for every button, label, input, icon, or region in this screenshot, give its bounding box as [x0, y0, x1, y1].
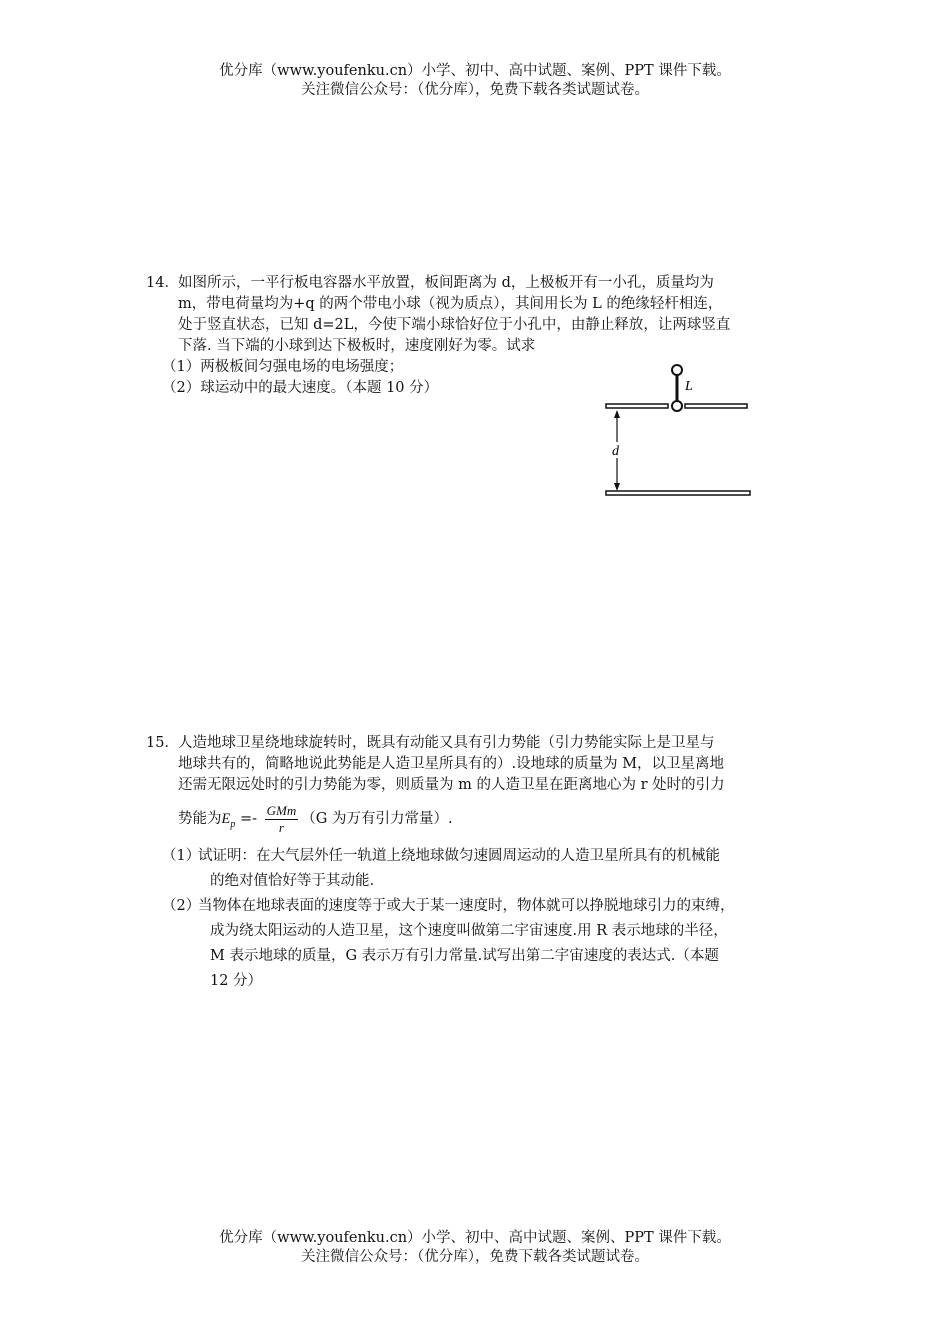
sub-question-2-cont: M 表示地球的质量，G 表示万有引力常量.试写出第二宇宙速度的表达式.（本题 [210, 948, 719, 964]
sub-question-2-cont: 成为绕太阳运动的人造卫星，这个速度叫做第二宇宙速度.用 R 表示地球的半径， [210, 923, 728, 939]
question-text-line: 下落. 当下端的小球到达下极板时，速度刚好为零。试求 [178, 338, 536, 354]
label-L: L [685, 379, 693, 394]
sub-question-2: （2）当物体在地球表面的速度等于或大于某一速度时，物体就可以挣脱地球引力的束缚， [162, 898, 735, 914]
footer-line-1: 优分库（www.youfenku.cn）小学、初中、高中试题、案例、PPT 课件下载。 [219, 1230, 731, 1246]
sub-question-2-cont: 12 分） [210, 973, 263, 989]
upper-ball [672, 365, 682, 375]
lower-ball [672, 401, 682, 411]
question-text-line: 人造地球卫星绕地球旋转时，既具有动能又具有引力势能（引力势能实际上是卫星与 [178, 735, 715, 751]
d-arrow-head-top [614, 410, 620, 418]
header-line-1: 优分库（www.youfenku.cn）小学、初中、高中试题、案例、PPT 课件下载。 [219, 63, 731, 79]
lower-plate [606, 491, 750, 495]
formula-fraction: $\frac{\text{GMm}}{r}$ [266, 802, 297, 835]
sub-question-1: （1）试证明：在大气层外任一轨道上绕地球做匀速圆周运动的人造卫星所具有的机械能 [162, 848, 720, 864]
question-text-line: m，带电荷量均为+q 的两个带电小球（视为质点），其间用长为 L 的绝缘轻杆相连， [178, 296, 723, 312]
label-d: d [612, 444, 619, 459]
question-text-line: 处于竖直状态，已知 d=2L，今使下端小球恰好位于小孔中，由静止释放，让两球竖直 [178, 317, 731, 333]
formula-ep: $E_p$ [221, 811, 236, 830]
page-footer [0, 1229, 950, 1267]
question-number: 14． [146, 275, 179, 291]
page-header [0, 62, 950, 100]
header-line-2: 关注微信公众号：（优分库），免费下载各类试题试卷。 [301, 82, 649, 98]
sub-question-1: （1）两极板间匀强电场的电场强度； [162, 359, 404, 375]
question-text-line: 地球共有的，简略地说此势能是人造卫星所具有的）.设地球的质量为 M，以卫星离地 [178, 756, 725, 772]
capacitor-figure [600, 360, 760, 505]
potential-energy-formula: 势能为$E_p$ =- $\frac{\text{GMm}}{r}$ （G 为万有引力常量）. [178, 802, 453, 835]
question-15 [146, 733, 826, 994]
d-arrow-head-bottom [614, 483, 620, 491]
question-text-line: 还需无限远处时的引力势能为零，则质量为 m 的人造卫星在距离地心为 r 处时的引力 [178, 777, 725, 793]
footer-line-2: 关注微信公众号：（优分库），免费下载各类试题试卷。 [301, 1249, 649, 1265]
question-number: 15． [146, 735, 179, 751]
sub-question-2: （2）球运动中的最大速度。（本题 10 分） [162, 380, 439, 396]
upper-plate-right [685, 404, 747, 408]
sub-question-1-cont: 的绝对值恰好等于其动能. [210, 873, 375, 889]
question-text-line: 如图所示，一平行板电容器水平放置，板间距离为 d，上极板开有一小孔，质量均为 [178, 275, 714, 291]
upper-plate-left [606, 404, 668, 408]
